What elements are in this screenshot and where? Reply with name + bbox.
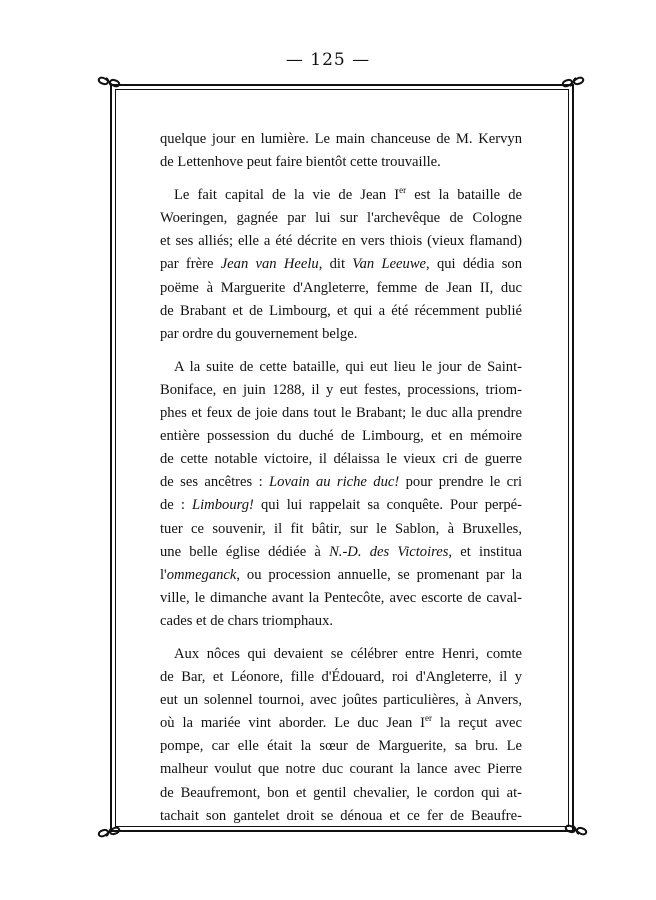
paragraph-1	[160, 128, 522, 174]
corner-ornament-icon	[560, 70, 586, 94]
text-line: Aux nôces qui devaient se célébrer entre Henri, comte	[174, 645, 522, 662]
text-line: entière possession du duché de Limbourg, et en mémoire	[160, 428, 522, 445]
text-line: quelque jour en lumière. Le main chanceuse de M. Kervyn	[160, 131, 522, 147]
corner-ornament-icon	[563, 818, 589, 842]
text-line: de cette notable victoire, il délaissa le vieux cri de guerre	[160, 451, 522, 468]
text-line: par ordre du gouvernement belge.	[160, 325, 358, 342]
text-line: et ses alliés; elle a été décrite en vers thiois (vieux flamand)	[160, 233, 522, 250]
text-line: de Lettenhove peut faire bientôt cette trouvaille.	[160, 154, 441, 171]
text-line: Boniface, en juin 1288, il y eut festes, processions, triom-	[160, 381, 522, 398]
text-line: eut un solennel tournoi, avec joûtes particulières, à Anvers,	[160, 692, 522, 709]
text-line: où la mariée vint aborder. Le duc Jean Ier la reçut avec	[160, 713, 522, 732]
page-number: — 125 —	[285, 50, 371, 70]
text-line: tachait son gantelet droit se dénoua et ce fer de Beaufre-	[160, 807, 522, 824]
text-line: de Brabant et de Limbourg, et qui a été récemment publié	[160, 302, 522, 319]
text-line: de ses ancêtres : Lovain au riche duc! pour prendre le cri	[160, 474, 522, 491]
body-text	[160, 128, 522, 838]
text-line: de : Limbourg! qui lui rappelait sa conquête. Pour perpé-	[160, 497, 522, 514]
text-line: par frère Jean van Heelu, dit Van Leeuwe, qui dédia son	[160, 256, 522, 273]
text-line: Le fait capital de la vie de Jean Ier est la bataille de	[174, 185, 523, 204]
corner-ornament-icon	[96, 70, 122, 94]
paragraph-2	[160, 184, 522, 346]
text-line: pompe, car elle était la sœur de Marguerite, sa bru. Le	[160, 738, 522, 755]
text-line: Woeringen, gagnée par lui sur l'archevêque de Cologne	[160, 210, 522, 227]
paragraph-4	[160, 643, 522, 828]
text-line: poëme à Marguerite d'Angleterre, femme de Jean II, duc	[160, 279, 522, 296]
text-line: ville, le dimanche avant la Pentecôte, avec escorte de caval-	[160, 589, 522, 606]
text-line: de Bar, et Léonore, fille d'Édouard, roi d'Angleterre, il y	[160, 669, 522, 686]
text-line: phes et feux de joie dans tout le Brabant; le duc alla prendre	[160, 405, 522, 422]
text-line: l'ommeganck, ou procession annuelle, se promenant par la	[160, 566, 522, 583]
paragraph-3	[160, 356, 522, 633]
text-line: tuer ce souvenir, il fit bâtir, sur le Sablon, à Bruxelles,	[160, 520, 522, 537]
text-line: A la suite de cette bataille, qui eut lieu le jour de Saint-	[174, 358, 522, 375]
text-line: malheur voulut que notre duc courant la lance avec Pierre	[160, 761, 522, 778]
text-line: de Beaufremont, bon et gentil chevalier, le cordon qui at-	[160, 784, 522, 801]
text-line: cades et de chars triomphaux.	[160, 612, 334, 629]
text-line: une belle église dédiée à N.-D. des Victoires, et institua	[160, 543, 522, 560]
corner-ornament-icon	[96, 820, 122, 844]
